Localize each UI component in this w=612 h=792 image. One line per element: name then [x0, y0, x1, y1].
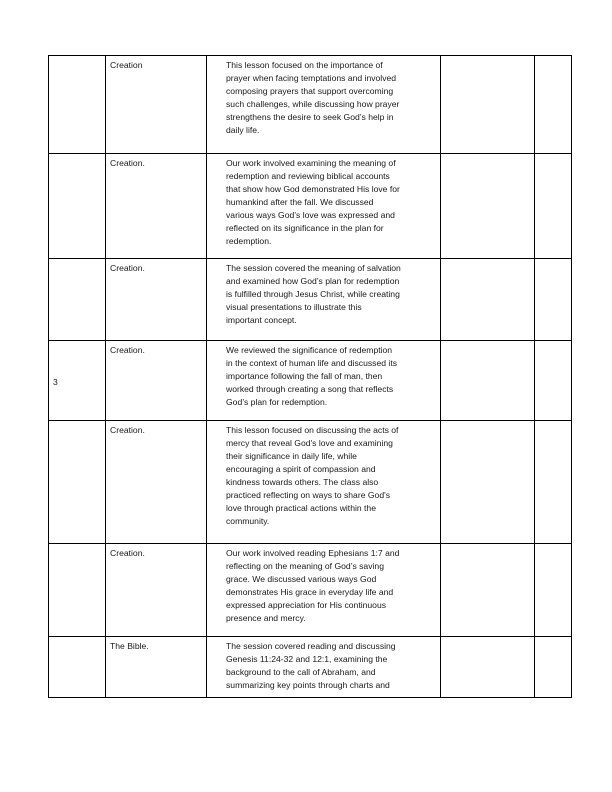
empty-cell	[441, 637, 535, 698]
topic-cell: Creation.	[106, 421, 207, 544]
empty-cell	[535, 56, 572, 154]
topic-cell: Creation	[106, 56, 207, 154]
description-cell: Our work involved reading Ephesians 1:7 and reflecting on the meaning of God’s saving grace. We discussed various ways God demonstrates His grace in everyday life and expressed appreciation for His continuous presence and mercy.	[207, 544, 441, 637]
empty-cell	[535, 637, 572, 698]
table-row	[49, 259, 572, 341]
empty-cell	[441, 154, 535, 259]
week-cell	[49, 56, 106, 154]
week-cell	[49, 637, 106, 698]
week-cell	[49, 259, 106, 341]
description-cell: The session covered the meaning of salvation and examined how God’s plan for redemption is fulfilled through Jesus Christ, while creating visual presentations to illustrate this important concept.	[207, 259, 441, 341]
table-row	[49, 56, 572, 154]
empty-cell	[441, 259, 535, 341]
description-cell: This lesson focused on discussing the acts of mercy that reveal God's love and examining their significance in daily life, while encouraging a spirit of compassion and kindness towards others. The class also practiced reflecting on ways to share God's love through practical actions within the community.	[207, 421, 441, 544]
description-cell: We reviewed the significance of redemption in the context of human life and discussed its importance following the fall of man, then worked through creating a song that reflects God’s plan for redemption.	[207, 341, 441, 421]
week-cell	[49, 154, 106, 259]
week-cell	[49, 544, 106, 637]
topic-cell: Creation.	[106, 259, 207, 341]
empty-cell	[441, 341, 535, 421]
empty-cell	[441, 544, 535, 637]
empty-cell	[535, 544, 572, 637]
week-cell	[49, 421, 106, 544]
topic-cell: Creation.	[106, 154, 207, 259]
topic-cell: Creation.	[106, 341, 207, 421]
empty-cell	[535, 341, 572, 421]
topic-cell: The Bible.	[106, 637, 207, 698]
empty-cell	[535, 259, 572, 341]
table-row	[49, 154, 572, 259]
topic-cell: Creation.	[106, 544, 207, 637]
empty-cell	[441, 421, 535, 544]
description-cell: Our work involved examining the meaning of redemption and reviewing biblical accounts that show how God demonstrated His love for humankind after the fall. We discussed various ways God’s love was expressed and reflected on its significance in the plan for redemption.	[207, 154, 441, 259]
empty-cell	[535, 154, 572, 259]
empty-cell	[441, 56, 535, 154]
table-row	[49, 544, 572, 637]
table-row	[49, 421, 572, 544]
description-cell: The session covered reading and discussing Genesis 11:24-32 and 12:1, examining the background to the call of Abraham, and summarizing key points through charts and	[207, 637, 441, 698]
week-cell: 3	[49, 341, 106, 421]
empty-cell	[535, 421, 572, 544]
description-cell: This lesson focused on the importance of prayer when facing temptations and involved composing prayers that support overcoming such challenges, while discussing how prayer strengthens the desire to seek God’s help in daily life.	[207, 56, 441, 154]
table-row	[49, 637, 572, 698]
table-row	[49, 341, 572, 421]
lesson-table	[48, 55, 572, 698]
